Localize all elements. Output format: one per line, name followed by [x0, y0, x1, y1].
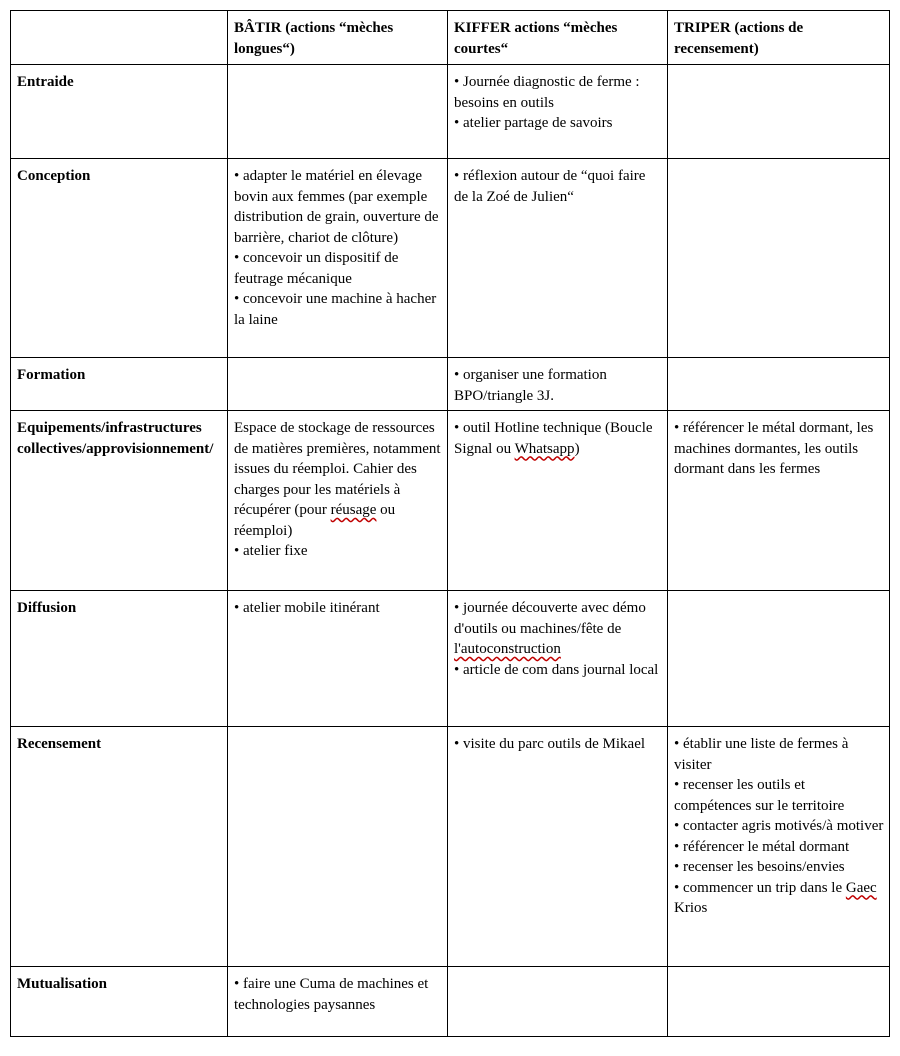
table-row-formation [11, 358, 890, 411]
list-item: • outil Hotline technique (Boucle Signal ou Whatsapp) [454, 420, 653, 457]
table-row-conception [11, 159, 890, 358]
table-row-entraide [11, 65, 890, 159]
cell-triper [668, 411, 890, 591]
list-item: • journée découverte avec démo d'outils ou machines/fête de l'autoconstruction [454, 600, 646, 657]
cell-kiffer [448, 358, 668, 411]
table-row-recensement [11, 727, 890, 967]
list-item: • Journée diagnostic de ferme : besoins en outils [454, 74, 640, 111]
header-row [11, 11, 890, 65]
spellcheck-mark: Whatsapp [514, 440, 575, 457]
list-item: • recenser les outils et compétences sur le territoire [674, 777, 845, 814]
actions-table [10, 10, 890, 1037]
row-label: Equipements/infrastructures collectives/approvisionnement/ [11, 411, 228, 591]
cell-triper [668, 591, 890, 727]
row-label: Recensement [11, 727, 228, 967]
list-item: • concevoir un dispositif de feutrage mécanique [234, 250, 399, 287]
list-item: • atelier mobile itinérant [234, 600, 380, 616]
header-triper: TRIPER (actions de recensement) [668, 11, 890, 65]
list-item: • concevoir une machine à hacher la laine [234, 291, 437, 328]
cell-kiffer [448, 727, 668, 967]
header-corner [11, 11, 228, 65]
list-item: • référencer le métal dormant [674, 838, 850, 855]
header-batir: BÂTIR (actions “mèches longues“) [228, 11, 448, 65]
spellcheck-mark: l'autoconstruction [454, 641, 561, 657]
list-item: • commencer un trip dans le Gaec Krios [674, 879, 877, 916]
cell-batir [228, 65, 448, 159]
table-row-equipements [11, 411, 890, 591]
cell-batir [228, 967, 448, 1037]
cell-kiffer [448, 65, 668, 159]
cell-kiffer [448, 159, 668, 358]
cell-kiffer [448, 967, 668, 1037]
cell-batir [228, 727, 448, 967]
cell-triper [668, 358, 890, 411]
cell-triper [668, 967, 890, 1037]
cell-kiffer [448, 411, 668, 591]
cell-triper [668, 65, 890, 159]
row-label: Entraide [11, 65, 228, 159]
list-item: • atelier fixe [234, 543, 308, 559]
row-label: Diffusion [11, 591, 228, 727]
list-item: • référencer le métal dormant, les machines dormantes, les outils dormant dans les fermes [674, 420, 874, 477]
list-item: • adapter le matériel en élevage bovin aux femmes (par exemple distribution de grain, ouverture de barrière, chariot de clôture) [234, 168, 439, 246]
list-item: • recenser les besoins/envies [674, 859, 845, 875]
header-kiffer: KIFFER actions “mèches courtes“ [448, 11, 668, 65]
row-label: Mutualisation [11, 967, 228, 1037]
row-label: Formation [11, 358, 228, 411]
row-label: Conception [11, 159, 228, 358]
list-item: • article de com dans journal local [454, 661, 659, 678]
cell-triper [668, 159, 890, 358]
table-row-mutualisation [11, 967, 890, 1037]
table-row-diffusion [11, 591, 890, 727]
list-item: • atelier partage de savoirs [454, 115, 613, 131]
list-item: • contacter agris motivés/à motiver [674, 818, 884, 834]
list-item: • réflexion autour de “quoi faire de la Zoé de Julien“ [454, 168, 646, 205]
cell-batir [228, 591, 448, 727]
list-item: • visite du parc outils de Mikael [454, 736, 646, 752]
spellcheck-mark: réusage [330, 502, 377, 518]
cell-batir [228, 411, 448, 591]
cell-batir [228, 159, 448, 358]
cell-triper [668, 727, 890, 967]
list-item: • établir une liste de fermes à visiter [674, 736, 849, 773]
list-item: • organiser une formation BPO/triangle 3J. [454, 367, 607, 404]
list-item: Espace de stockage de ressources de matières premières, notamment issues du réemploi. Cahier des charges pour les matériels à récupérer (pour réusage ou réemploi) [234, 420, 441, 539]
cell-kiffer [448, 591, 668, 727]
list-item: • faire une Cuma de machines et technologies paysannes [234, 976, 429, 1013]
cell-batir [228, 358, 448, 411]
spellcheck-mark: Gaec [845, 879, 877, 896]
